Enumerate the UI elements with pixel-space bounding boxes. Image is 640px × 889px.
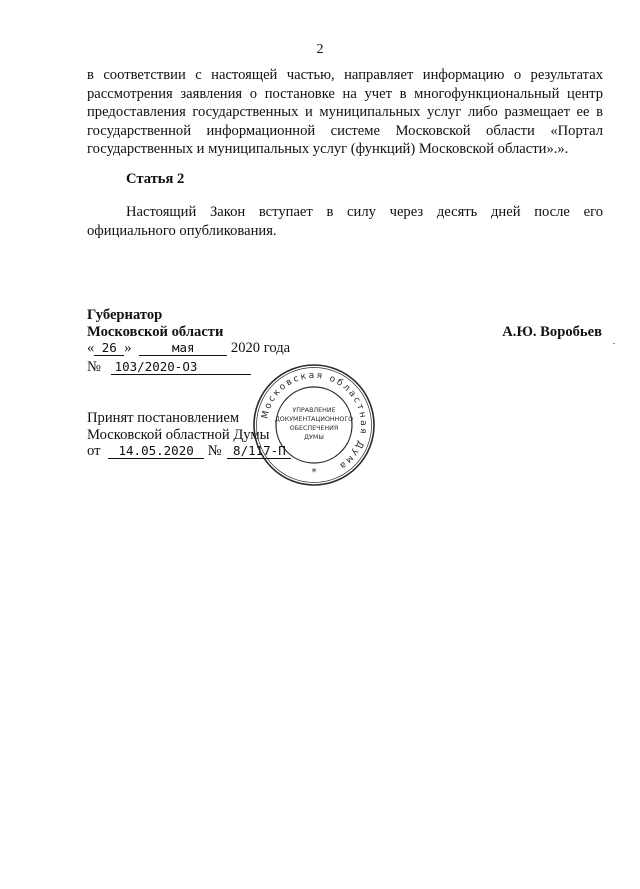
- date-open-quote: «: [87, 340, 95, 356]
- governor-title: [87, 307, 223, 342]
- date-month: мая: [139, 341, 227, 356]
- signer-name: А.Ю. Воробьев: [502, 324, 602, 340]
- law-number: 103/2020-ОЗ: [111, 360, 251, 375]
- governor-title-line2: Московской области: [87, 324, 224, 341]
- stamp-star: *: [311, 467, 317, 478]
- paragraph-continuation: в соответствии с настоящей частью, направляет информацию о результатах рассмотрения заявления о постановке на учет в многофункциональный центр предоставления государственных и муниципальных услуг либо размещает ее в государственной информационной системе Московской области «Портал государственных и муниципальных услуг (функций) Московской области».».: [87, 67, 603, 158]
- stamp-ring-text: Московская областная Дума: [260, 370, 369, 472]
- adoption-date: 14.05.2020: [108, 444, 204, 459]
- article-heading: Статья 2: [126, 171, 185, 187]
- scan-speck: [613, 343, 615, 344]
- stamp-center-line2: ДОКУМЕНТАЦИОННОГО: [274, 416, 354, 423]
- governor-title-line1: Губернатор: [87, 307, 163, 323]
- adoption-from-label: от: [87, 443, 101, 459]
- official-stamp: [252, 363, 376, 487]
- date-day: 26: [94, 341, 124, 356]
- signing-date: [87, 340, 290, 357]
- adoption-line1: Принят постановлением: [87, 410, 240, 426]
- law-number-row: [87, 359, 251, 376]
- adoption-number: 8/117-П: [227, 444, 291, 459]
- adoption-note: [87, 410, 269, 445]
- stamp-center-line1: УПРАВЛЕНИЕ: [292, 407, 336, 414]
- date-year: 2020 года: [230, 340, 291, 356]
- stamp-center-line4: ДУМЫ: [304, 434, 324, 441]
- stamp-center-line3: ОБЕСПЕЧЕНИЯ: [289, 425, 339, 432]
- adoption-line2: Московской областной Думы: [87, 427, 270, 444]
- page-number: 2: [316, 42, 324, 57]
- number-sign: №: [87, 359, 101, 375]
- date-close-quote: »: [124, 340, 132, 356]
- adoption-number-sign: №: [207, 443, 222, 459]
- article-2-text: Настоящий Закон вступает в силу через десять дней после его официального опубликования.: [87, 204, 603, 239]
